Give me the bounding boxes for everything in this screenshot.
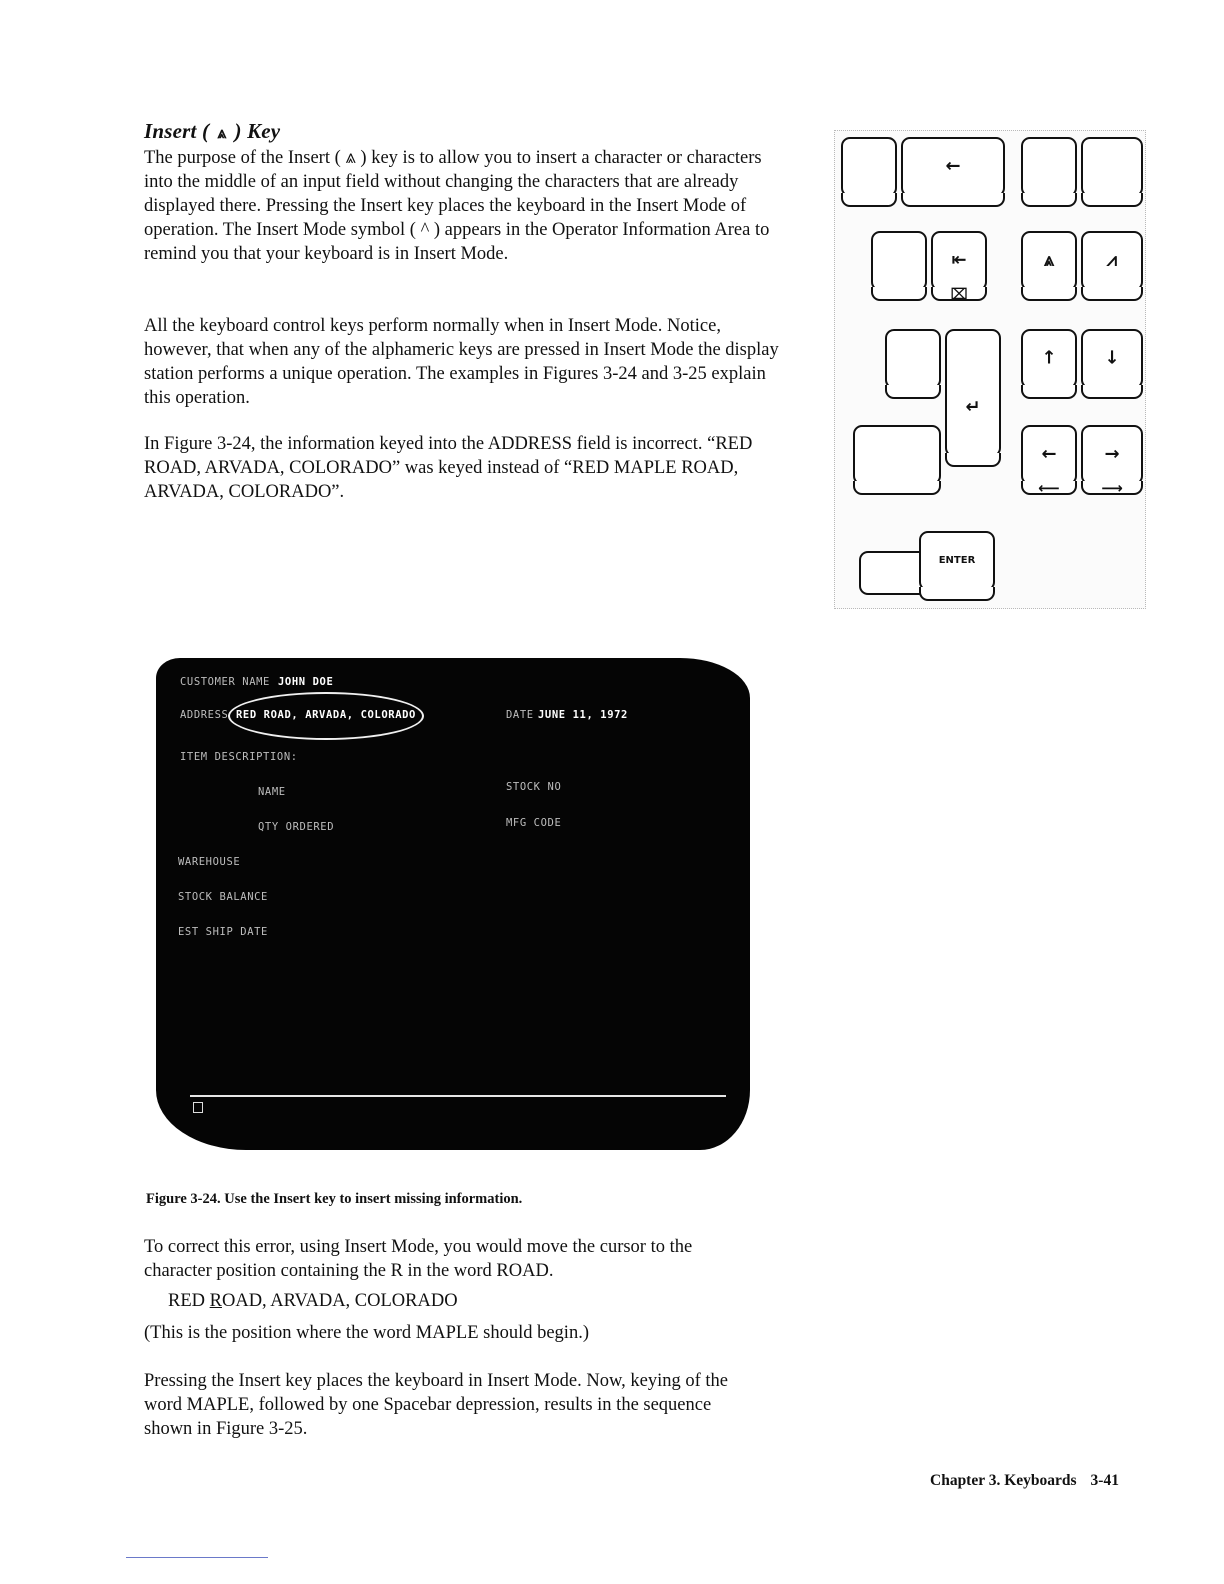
example-underlined-char: R [209,1291,222,1311]
left-arrow-icon: ← [1041,443,1057,465]
stock-no-label: STOCK NO [506,781,562,793]
newline-key [945,329,1001,457]
backspace-key [901,137,1005,197]
page-footer [930,1472,1119,1490]
page-number: 3-41 [1090,1472,1119,1489]
blank-key [853,425,941,485]
item-description-label: ITEM DESCRIPTION: [180,751,298,763]
paragraph-control-keys: All the keyboard control keys perform normally when in Insert Mode. Notice, however, that when any of the alphameric keys are pressed in Insert Mode the display station performs a unique operation. The examples in Figures 3-24 and 3-25 explain this operation. [144,316,779,408]
insert-symbol-icon: ⩓ [217,125,227,142]
paragraph-figure-intro: In Figure 3-24, the information keyed into the ADDRESS field is incorrect. “RED ROAD, ARVADA, COLORADO” was keyed instead of “RED MAPLE ROAD, ARVADA, COLORADO”. [144,434,753,502]
paragraph-insert-purpose: The purpose of the Insert ( ⩓ ) key is to allow you to insert a character or characters into the middle of an input field without changing the characters that are already displayed there. Pressing the Insert key places the keyboard in the Insert Mode of operation. The Insert Mode symbol ( ^ ) appears in the Operator Information Area to remind you that your keyboard is in Insert Mode. [144,148,770,264]
example-after: OAD, ARVADA, COLORADO [221,1291,458,1311]
address-label: ADDRESS [180,709,229,721]
keypad-illustration [834,130,1146,609]
footer-rule [126,1557,268,1558]
date-value: JUNE 11, 1972 [538,709,628,721]
blank-key [841,137,897,197]
chapter-title: Chapter 3. Keyboards [930,1472,1077,1489]
est-ship-date-label: EST SHIP DATE [178,926,268,938]
operator-information-line [190,1095,726,1097]
qty-ordered-label: QTY ORDERED [258,821,335,833]
heading-text-after: ) Key [234,119,281,143]
blank-key [871,231,927,291]
cursor-up-key [1021,329,1077,389]
down-arrow-icon: ↓ [1104,347,1120,369]
mfg-code-label: MFG CODE [506,817,562,829]
stock-balance-label: STOCK BALANCE [178,891,268,903]
section-heading [144,119,280,144]
example-before: RED [168,1291,210,1311]
heading-text-before: Insert ( [144,119,210,143]
warehouse-label: WAREHOUSE [178,856,241,868]
status-icon [193,1102,203,1113]
blank-key [885,329,941,389]
paragraph-correct-error: To correct this error, using Insert Mode, you would move the cursor to the character position containing the R in the word ROAD. [144,1237,693,1281]
cursor-down-key [1081,329,1143,389]
fast-right-icon: ⟶ [1101,479,1123,497]
insert-symbol-icon: ⩓ [1043,249,1055,271]
cursor-right-key [1081,425,1143,497]
delete-key [1081,231,1143,291]
left-arrow-icon: ← [945,155,961,177]
address-value: RED ROAD, ARVADA, COLORADO [236,709,416,721]
enter-key [919,531,995,591]
display-screen [156,658,750,1150]
backtab-icon: ⇤ [951,249,967,271]
erase-icon: ⌧ [950,285,968,303]
blank-key [1081,137,1143,197]
backtab-key [931,231,987,303]
delete-symbol-icon: ⩘ [1106,249,1118,271]
date-label: DATE [506,709,534,721]
customer-name-label: CUSTOMER NAME [180,676,270,688]
example-address-line [168,1291,458,1312]
customer-name-value: JOHN DOE [278,676,334,688]
enter-label: ENTER [938,554,976,566]
name-label: NAME [258,786,286,798]
paragraph-insert-sequence: Pressing the Insert key places the keyboard in Insert Mode. Now, keying of the word MAPLE, followed by one Spacebar depression, results in the sequence shown in Figure 3-25. [144,1371,728,1439]
blank-key [1021,137,1077,197]
insert-key [1021,231,1077,291]
right-arrow-icon: → [1104,443,1120,465]
newline-icon: ↵ [965,396,981,418]
figure-caption: Figure 3-24. Use the Insert key to insert missing information. [146,1191,523,1207]
fast-left-icon: ⟵ [1038,479,1060,497]
paragraph-maple-position: (This is the position where the word MAPLE should begin.) [144,1323,589,1343]
up-arrow-icon: ↑ [1041,347,1057,369]
cursor-left-key [1021,425,1077,497]
enter-key-base [859,551,921,595]
